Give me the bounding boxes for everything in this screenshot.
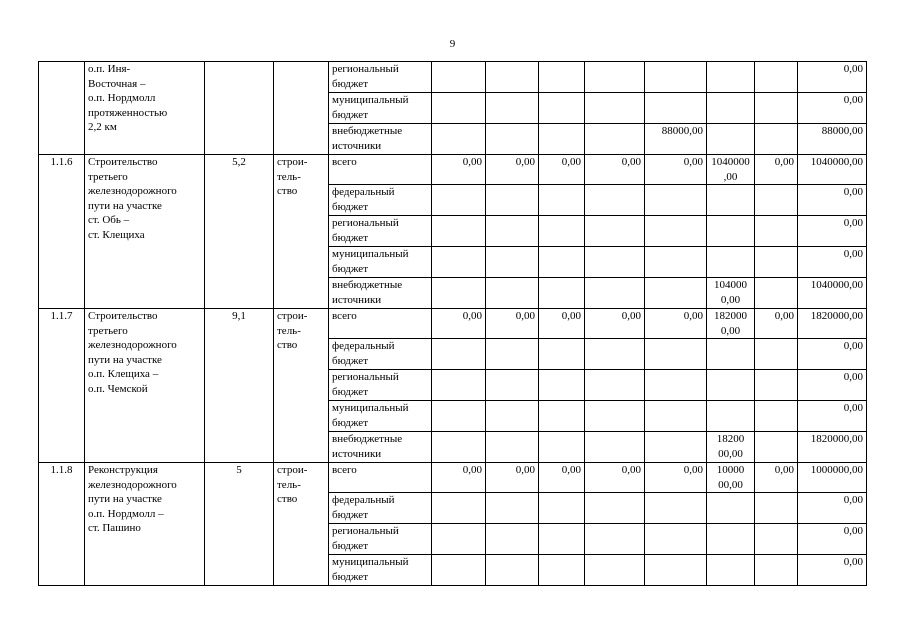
year-value-cell xyxy=(755,216,798,247)
year-value-cell: 0,00 xyxy=(645,309,707,339)
year-value-cell xyxy=(755,185,798,216)
year-value-cell xyxy=(707,185,755,216)
total-value-cell: 1040000,00 xyxy=(798,278,867,309)
year-value-cell xyxy=(486,339,539,370)
year-value-cell xyxy=(707,124,755,155)
year-value-cell xyxy=(486,401,539,432)
year-value-cell xyxy=(585,493,645,524)
item-name-cell: о.п. Иня- Восточная – о.п. Нордмолл протяженностью 2,2 км xyxy=(85,62,205,155)
budget-table xyxy=(38,61,867,586)
funding-source-cell: внебюджетные источники xyxy=(329,124,432,155)
total-value-cell: 1000000,00 xyxy=(798,463,867,493)
funding-source-cell: муниципальный бюджет xyxy=(329,247,432,278)
total-value-cell: 88000,00 xyxy=(798,124,867,155)
year-value-cell xyxy=(432,93,486,124)
total-value-cell: 0,00 xyxy=(798,524,867,555)
year-value-cell xyxy=(539,62,585,93)
year-value-cell xyxy=(585,185,645,216)
year-value-cell xyxy=(585,432,645,463)
year-value-cell xyxy=(755,555,798,586)
item-name-cell: Строительство третьего железнодорожного пути на участке ст. Обь – ст. Клещиха xyxy=(85,155,205,309)
item-code-cell: 1.1.7 xyxy=(39,309,85,463)
year-value-cell: 0,00 xyxy=(755,155,798,185)
year-value-cell xyxy=(707,216,755,247)
year-value-cell xyxy=(585,247,645,278)
year-value-cell xyxy=(486,247,539,278)
year-value-cell xyxy=(539,93,585,124)
item-code-cell xyxy=(39,62,85,155)
item-code-cell: 1.1.8 xyxy=(39,463,85,586)
year-value-cell xyxy=(755,124,798,155)
funding-source-cell: региональный бюджет xyxy=(329,62,432,93)
year-value-cell xyxy=(432,247,486,278)
item-name-cell: Реконструкция железнодорожного пути на участке о.п. Нордмолл – ст. Пашино xyxy=(85,463,205,586)
year-value-cell xyxy=(486,524,539,555)
year-value-cell: 104000 0,00 xyxy=(707,278,755,309)
year-value-cell: 18200 00,00 xyxy=(707,432,755,463)
year-value-cell xyxy=(486,278,539,309)
year-value-cell: 0,00 xyxy=(645,463,707,493)
total-value-cell: 1040000,00 xyxy=(798,155,867,185)
year-value-cell xyxy=(645,247,707,278)
item-length-cell: 5 xyxy=(205,463,274,586)
year-value-cell xyxy=(486,493,539,524)
year-value-cell: 0,00 xyxy=(486,463,539,493)
year-value-cell xyxy=(539,432,585,463)
item-type-cell: строи- тель- ство xyxy=(274,463,329,586)
year-value-cell: 0,00 xyxy=(755,309,798,339)
item-length-cell: 5,2 xyxy=(205,155,274,309)
year-value-cell xyxy=(645,432,707,463)
year-value-cell xyxy=(585,401,645,432)
funding-source-cell: внебюджетные источники xyxy=(329,432,432,463)
total-value-cell: 1820000,00 xyxy=(798,432,867,463)
funding-source-cell: муниципальный бюджет xyxy=(329,401,432,432)
page-number: 9 xyxy=(449,38,456,50)
item-length-cell: 9,1 xyxy=(205,309,274,463)
year-value-cell: 0,00 xyxy=(486,309,539,339)
total-value-cell: 0,00 xyxy=(798,247,867,278)
year-value-cell xyxy=(755,339,798,370)
year-value-cell xyxy=(707,493,755,524)
total-value-cell: 0,00 xyxy=(798,493,867,524)
year-value-cell xyxy=(432,370,486,401)
total-value-cell: 0,00 xyxy=(798,185,867,216)
year-value-cell xyxy=(486,185,539,216)
item-length-cell xyxy=(205,62,274,155)
funding-source-cell: региональный бюджет xyxy=(329,216,432,247)
year-value-cell xyxy=(539,493,585,524)
year-value-cell xyxy=(755,524,798,555)
table-row xyxy=(39,155,867,185)
total-value-cell: 0,00 xyxy=(798,401,867,432)
year-value-cell xyxy=(707,247,755,278)
year-value-cell xyxy=(432,493,486,524)
year-value-cell xyxy=(539,401,585,432)
year-value-cell xyxy=(645,339,707,370)
funding-source-cell: всего xyxy=(329,463,432,493)
year-value-cell xyxy=(432,62,486,93)
item-code-cell: 1.1.6 xyxy=(39,155,85,309)
year-value-cell xyxy=(707,93,755,124)
year-value-cell xyxy=(755,370,798,401)
year-value-cell xyxy=(539,216,585,247)
year-value-cell xyxy=(432,401,486,432)
funding-source-cell: муниципальный бюджет xyxy=(329,93,432,124)
year-value-cell xyxy=(539,524,585,555)
year-value-cell xyxy=(755,401,798,432)
year-value-cell xyxy=(707,62,755,93)
total-value-cell: 0,00 xyxy=(798,62,867,93)
year-value-cell: 0,00 xyxy=(432,309,486,339)
year-value-cell xyxy=(432,339,486,370)
table-body xyxy=(39,62,867,586)
year-value-cell xyxy=(645,370,707,401)
year-value-cell xyxy=(432,524,486,555)
year-value-cell xyxy=(645,62,707,93)
total-value-cell: 0,00 xyxy=(798,555,867,586)
year-value-cell: 1040000 ,00 xyxy=(707,155,755,185)
year-value-cell: 182000 0,00 xyxy=(707,309,755,339)
year-value-cell xyxy=(645,524,707,555)
table-row xyxy=(39,309,867,339)
year-value-cell xyxy=(755,278,798,309)
year-value-cell xyxy=(539,124,585,155)
year-value-cell xyxy=(585,339,645,370)
year-value-cell xyxy=(585,93,645,124)
year-value-cell xyxy=(755,493,798,524)
funding-source-cell: муниципальный бюджет xyxy=(329,555,432,586)
year-value-cell xyxy=(755,93,798,124)
year-value-cell xyxy=(645,401,707,432)
year-value-cell xyxy=(539,278,585,309)
total-value-cell: 1820000,00 xyxy=(798,309,867,339)
year-value-cell xyxy=(432,185,486,216)
year-value-cell xyxy=(486,370,539,401)
year-value-cell: 0,00 xyxy=(585,309,645,339)
item-type-cell: строи- тель- ство xyxy=(274,155,329,309)
year-value-cell xyxy=(486,555,539,586)
year-value-cell xyxy=(707,370,755,401)
year-value-cell xyxy=(585,524,645,555)
year-value-cell xyxy=(486,62,539,93)
year-value-cell xyxy=(585,555,645,586)
year-value-cell: 0,00 xyxy=(539,155,585,185)
funding-source-cell: федеральный бюджет xyxy=(329,339,432,370)
item-type-cell: строи- тель- ство xyxy=(274,309,329,463)
year-value-cell: 10000 00,00 xyxy=(707,463,755,493)
year-value-cell xyxy=(585,370,645,401)
year-value-cell xyxy=(707,339,755,370)
year-value-cell xyxy=(645,555,707,586)
funding-source-cell: всего xyxy=(329,309,432,339)
year-value-cell xyxy=(539,370,585,401)
year-value-cell: 0,00 xyxy=(755,463,798,493)
year-value-cell xyxy=(432,432,486,463)
year-value-cell: 0,00 xyxy=(645,155,707,185)
year-value-cell xyxy=(755,432,798,463)
total-value-cell: 0,00 xyxy=(798,93,867,124)
year-value-cell xyxy=(486,124,539,155)
year-value-cell: 0,00 xyxy=(585,155,645,185)
table-row xyxy=(39,62,867,93)
funding-source-cell: всего xyxy=(329,155,432,185)
year-value-cell: 0,00 xyxy=(585,463,645,493)
year-value-cell xyxy=(539,247,585,278)
year-value-cell xyxy=(645,278,707,309)
funding-source-cell: региональный бюджет xyxy=(329,524,432,555)
year-value-cell xyxy=(585,216,645,247)
funding-source-cell: федеральный бюджет xyxy=(329,185,432,216)
year-value-cell xyxy=(486,216,539,247)
year-value-cell xyxy=(432,278,486,309)
year-value-cell xyxy=(432,216,486,247)
year-value-cell: 0,00 xyxy=(432,463,486,493)
year-value-cell xyxy=(486,432,539,463)
total-value-cell: 0,00 xyxy=(798,370,867,401)
total-value-cell: 0,00 xyxy=(798,216,867,247)
year-value-cell xyxy=(585,278,645,309)
year-value-cell xyxy=(585,62,645,93)
year-value-cell xyxy=(539,339,585,370)
table-row xyxy=(39,463,867,493)
year-value-cell xyxy=(585,124,645,155)
year-value-cell xyxy=(486,93,539,124)
year-value-cell xyxy=(755,247,798,278)
year-value-cell: 0,00 xyxy=(432,155,486,185)
year-value-cell xyxy=(645,216,707,247)
year-value-cell xyxy=(707,401,755,432)
year-value-cell xyxy=(539,555,585,586)
year-value-cell: 88000,00 xyxy=(645,124,707,155)
funding-source-cell: региональный бюджет xyxy=(329,370,432,401)
item-type-cell xyxy=(274,62,329,155)
year-value-cell: 0,00 xyxy=(539,309,585,339)
year-value-cell: 0,00 xyxy=(539,463,585,493)
total-value-cell: 0,00 xyxy=(798,339,867,370)
year-value-cell xyxy=(432,124,486,155)
year-value-cell xyxy=(755,62,798,93)
year-value-cell xyxy=(645,93,707,124)
year-value-cell xyxy=(432,555,486,586)
year-value-cell xyxy=(707,555,755,586)
year-value-cell xyxy=(645,185,707,216)
year-value-cell xyxy=(707,524,755,555)
funding-source-cell: внебюджетные источники xyxy=(329,278,432,309)
item-name-cell: Строительство третьего железнодорожного пути на участке о.п. Клещиха – о.п. Чемской xyxy=(85,309,205,463)
year-value-cell xyxy=(539,185,585,216)
funding-source-cell: федеральный бюджет xyxy=(329,493,432,524)
year-value-cell xyxy=(645,493,707,524)
year-value-cell: 0,00 xyxy=(486,155,539,185)
